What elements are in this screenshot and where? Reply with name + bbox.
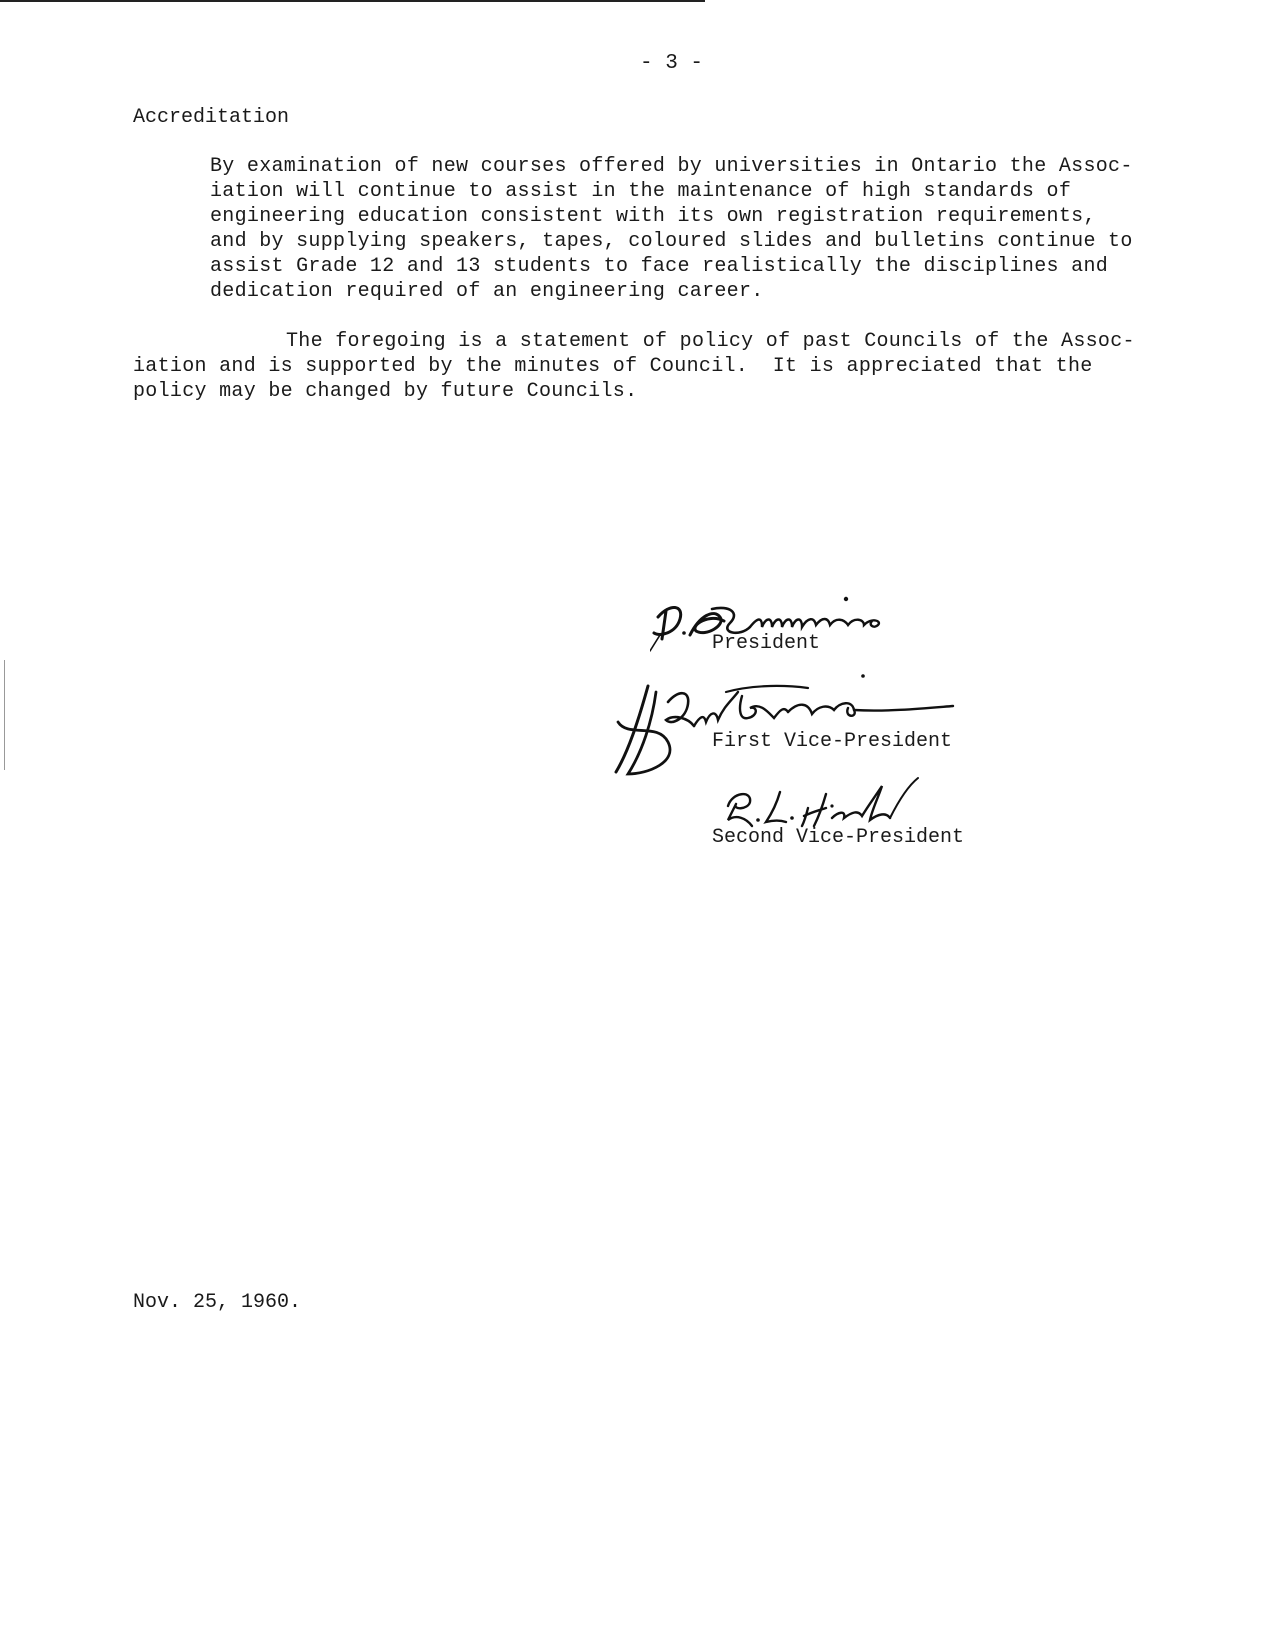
paragraph-line: By examination of new courses offered by universities in Ontario the Assoc-	[210, 155, 1133, 178]
section-heading: Accreditation	[133, 106, 290, 129]
policy-line: policy may be changed by future Councils.	[133, 380, 638, 403]
document-date: Nov. 25, 1960.	[133, 1291, 302, 1314]
paragraph-line: engineering education consistent with its own registration requirements,	[210, 205, 1096, 228]
left-margin-mark	[4, 660, 5, 770]
paragraph-line: assist Grade 12 and 13 students to face realistically the disciplines and	[210, 255, 1109, 278]
paragraph-line: and by supplying speakers, tapes, coloured slides and bulletins continue to	[210, 230, 1133, 253]
president-title: President	[712, 632, 821, 655]
second-vice-president-title: Second Vice-President	[712, 826, 965, 849]
paragraph-line: dedication required of an engineering career.	[210, 280, 764, 303]
policy-line: The foregoing is a statement of policy of past Councils of the Assoc-	[286, 330, 1135, 353]
top-edge-rule	[0, 0, 705, 2]
first-vice-president-signature	[608, 662, 988, 782]
policy-line: iation and is supported by the minutes of Council. It is appreciated that the	[133, 355, 1093, 378]
first-vice-president-title: First Vice-President	[712, 730, 953, 753]
paragraph-line: iation will continue to assist in the maintenance of high standards of	[210, 180, 1072, 203]
page-number: - 3 -	[640, 52, 704, 75]
